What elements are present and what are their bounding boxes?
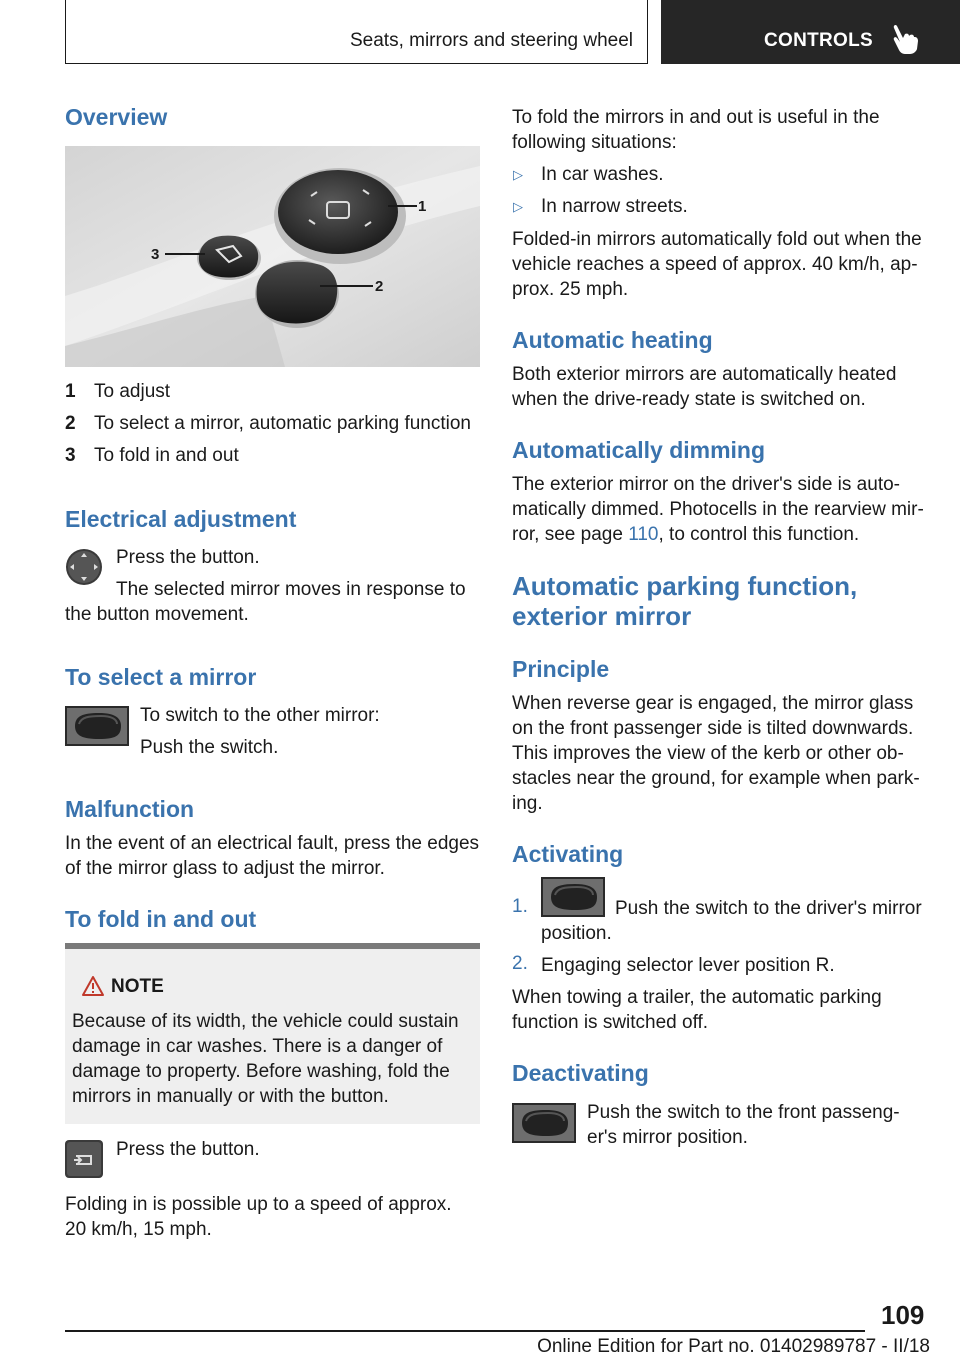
- note-text: Because of its width, the vehicle could sustain damage in car washes. There is a danger of damage to property. Before washing, fold the mirrors in manually or with the button.: [72, 1011, 459, 1107]
- fold-situations-intro: To fold the mirrors in and out is useful in the following situations:: [512, 107, 880, 153]
- deactivating-text-line1: Push the switch to the front passeng-: [587, 1102, 900, 1123]
- mirror-select-switch-icon: [512, 1103, 576, 1143]
- header-chapter-title: CONTROLS: [764, 30, 874, 51]
- note-title: NOTE: [111, 976, 164, 997]
- deactivating-heading: Deactivating: [512, 1060, 649, 1086]
- legend-text: To adjust: [94, 381, 171, 402]
- mirror-select-switch-icon: [541, 877, 605, 917]
- legend-text: To fold in and out: [94, 445, 239, 466]
- step-text-continued: position.: [541, 923, 612, 944]
- mirror-select-switch-icon: [65, 706, 129, 746]
- select-mirror-action: Push the switch.: [140, 737, 279, 758]
- mirror-adjust-button-icon: [65, 548, 103, 586]
- mirror-controls-figure: [65, 146, 480, 367]
- mirror-fold-button-icon: [65, 1140, 103, 1178]
- step-number: 1.: [512, 896, 528, 917]
- footer-edition: Online Edition for Part no. 01402989787 - II/18: [537, 1336, 930, 1357]
- step-number: 2.: [512, 953, 528, 974]
- legend-number: 2: [65, 413, 76, 434]
- bullet-item: In narrow streets.: [541, 196, 688, 217]
- fold-speed-limit-text: Folding in is possible up to a speed of approx. 20 km/h, 15 mph.: [65, 1194, 452, 1240]
- figure-callout-3: 3: [151, 246, 160, 263]
- step-text: Engaging selector lever position R.: [541, 955, 835, 976]
- electrical-step-text: Press the button.: [116, 547, 260, 568]
- electrical-result-text-line2: the button movement.: [65, 604, 249, 625]
- note-box: [65, 943, 480, 1124]
- figure-callout-2: 2: [375, 278, 384, 295]
- header-section-title: Seats, mirrors and steering wheel: [349, 30, 633, 51]
- figure-callout-1: 1: [418, 198, 427, 215]
- malfunction-heading: Malfunction: [65, 796, 195, 822]
- bullet-triangle-icon: ▷: [513, 167, 523, 182]
- automatic-parking-heading: Automatic parking function, exterior mirror: [512, 571, 858, 631]
- electrical-result-text-line1: The selected mirror moves in response to: [116, 579, 466, 600]
- page-number: 109: [881, 1300, 925, 1330]
- header-section-box: [65, 0, 648, 64]
- malfunction-text: In the event of an electrical fault, press the edges of the mirror glass to adjust the mirror.: [65, 833, 480, 879]
- fold-heading: To fold in and out: [65, 906, 257, 932]
- automatic-dimming-text: [512, 472, 932, 547]
- automatic-heating-heading: Automatic heating: [512, 327, 713, 353]
- header-chapter-box: [661, 0, 960, 64]
- legend-number: 1: [65, 381, 76, 402]
- legend-text: To select a mirror, automatic parking function: [94, 413, 472, 434]
- select-mirror-heading: To select a mirror: [65, 664, 257, 690]
- auto-fold-out-text: Folded-in mirrors automatically fold out when the vehicle reaches a speed of approx. 40 km/h, ap-prox. 25 mph.: [512, 229, 922, 300]
- dimming-text-before: The exterior mirror on the driver's side is auto-matically dimmed. Photocells in the rearview mir-ror, see page: [512, 474, 924, 545]
- automatic-heating-text: Both exterior mirrors are automatically heated when the drive-ready state is switched on.: [512, 364, 897, 410]
- select-mirror-instruction: To switch to the other mirror:: [140, 705, 380, 726]
- dimming-text-after: , to control this function.: [658, 524, 860, 545]
- fold-press-text: Press the button.: [116, 1139, 260, 1160]
- bullet-triangle-icon: ▷: [513, 199, 523, 214]
- pointing-hand-icon: [891, 24, 921, 56]
- page-reference-link[interactable]: 110: [628, 524, 659, 545]
- step-text: Push the switch to the driver's mirror: [615, 898, 922, 919]
- deactivating-text-line2: er's mirror position.: [587, 1127, 748, 1148]
- principle-heading: Principle: [512, 656, 610, 682]
- warning-triangle-icon: [81, 975, 105, 997]
- bullet-item: In car washes.: [541, 164, 664, 185]
- activating-heading: Activating: [512, 841, 624, 867]
- electrical-adjustment-heading: Electrical adjustment: [65, 506, 297, 532]
- principle-text: When reverse gear is engaged, the mirror glass on the front passenger side is tilted downwards. This improves the view of the kerb or other ob-stacles near the ground, for example when park-ing.: [512, 693, 920, 814]
- footer-divider: [65, 1330, 865, 1332]
- legend-number: 3: [65, 445, 76, 466]
- automatic-dimming-heading: Automatically dimming: [512, 437, 766, 463]
- overview-heading: Overview: [65, 104, 168, 130]
- towing-text: When towing a trailer, the automatic parking function is switched off.: [512, 987, 882, 1033]
